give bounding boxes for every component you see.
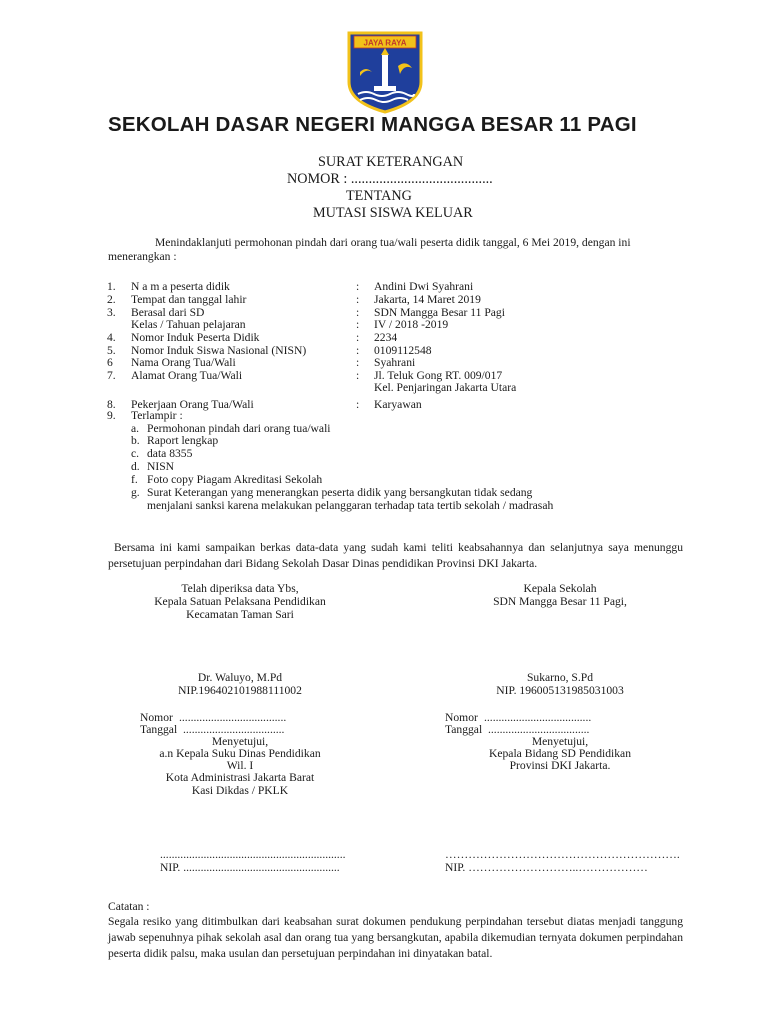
letter-title: SURAT KETERANGAN [318,154,464,170]
jakarta-emblem-logo [346,30,424,114]
letter-subject: MUTASI SISWA KELUAR [313,205,473,221]
field-label: Tempat dan tanggal lahir [131,293,247,306]
field-colon: : [356,369,360,382]
letter-tentang: TENTANG [346,188,412,204]
field-colon: : [356,331,360,344]
right-tanggal-dots: ................................... [488,723,590,736]
field-value: Jakarta, 14 Maret 2019 [374,293,481,306]
left-signer-name: Dr. Waluyo, M.Pd [197,671,283,684]
attachment-letter: d. [131,460,140,473]
left-sign-line-1: Telah diperiksa data Ybs, [181,582,299,595]
notes-text: Segala resiko yang ditimbulkan dari keabsahan surat dokumen pendukung perpindahan tersebut diatas menjadi tanggung jawab sepenuhnya pihak sekolah asal dan orang tua yang bersangkutan, apabila dikemudian ternyata dokumen perpindahan peserta didik palsu, maka usulan dan persetujuan perpindahan ini dinyatakan batal. [108,915,683,960]
right-nomor-label: Nomor [445,711,478,724]
intro-line-2: menerangkan : [108,250,177,263]
field-colon: : [356,318,360,331]
right-sign-line-1: Kepala Sekolah [523,582,597,595]
left-nomor-dots: ..................................... [179,711,287,724]
attachment-text: NISN [147,460,175,473]
attachment-text: Permohonan pindah dari orang tua/wali [147,422,331,435]
field-number: 7. [107,369,116,382]
attachment-text-line-2: menjalani sanksi karena melakukan pelanggaran terhadap tata tertib sekolah / madrasah [147,499,554,512]
left-sign-line-3: Kecamatan Taman Sari [186,608,294,621]
field-value: 0109112548 [374,344,432,357]
left-approve-label: Menyetujui, [211,735,269,748]
left-signature-line: ................................................................ [160,848,346,861]
field-label: Kelas / Tahuan pelajaran [131,318,246,331]
letter-number: NOMOR : ........................................ [287,171,493,187]
attachment-text: data 8355 [147,447,193,460]
right-approver-line-1: Kepala Bidang SD Pendidikan [488,747,631,760]
attachment-text: Raport lengkap [147,434,219,447]
right-approver-line-2: Provinsi DKI Jakarta. [509,759,611,772]
field-number: 5. [107,344,116,357]
school-name: SEKOLAH DASAR NEGERI MANGGA BESAR 11 PAGI [108,113,637,136]
field-value: IV / 2018 -2019 [374,318,449,331]
attachment-text: Foto copy Piagam Akreditasi Sekolah [147,473,323,486]
right-tanggal-label: Tanggal [445,723,483,736]
field-number: 6 [107,356,113,369]
field-label: Nama Orang Tua/Wali [131,356,236,369]
attachment-letter: b. [131,434,140,447]
left-signer-nip: NIP.196402101988111002 [178,684,302,697]
field-value: SDN Mangga Besar 11 Pagi [374,306,505,319]
field-colon: : [356,306,360,319]
field-value: Syahrani [374,356,416,369]
field-value-line-2: Kel. Penjaringan Jakarta Utara [374,381,517,394]
field-value: 2234 [374,331,398,344]
field-number: 2. [107,293,116,306]
field-label: Berasal dari SD [131,306,205,319]
field-number: 3. [107,306,116,319]
intro-line-1: Menindaklanjuti permohonan pindah dari orang tua/wali peserta didik tanggal, 6 Mei 2019, dengan ini [155,236,631,249]
field-colon: : [356,293,360,306]
left-nip-line: NIP. ...................................................... [160,861,340,874]
field-label: Terlampir : [131,409,183,422]
notes-title: Catatan : [108,900,150,913]
right-approve-label: Menyetujui, [531,735,589,748]
field-colon: : [356,344,360,357]
left-approver-line-1: a.n Kepala Suku Dinas Pendidikan [159,747,321,760]
field-value: Jl. Teluk Gong RT. 009/017 [374,369,503,382]
left-approver-line-2: Wil. I [226,759,254,772]
closing-paragraph: Bersama ini kami sampaikan berkas data-data yang sudah kami teliti keabsahannya dan selanjutnya saya menunggu persetujuan perpindahan dari Bidang Sekolah Dasar Dinas pendidikan Provinsi DKI Jakarta. [108,541,683,570]
field-label: Alamat Orang Tua/Wali [131,369,243,382]
logo-banner-text: JAYA RAYA [363,38,407,48]
right-nip-line: NIP. ………………………..……………… [445,861,648,874]
attachment-letter: c. [131,447,140,460]
left-sign-line-2: Kepala Satuan Pelaksana Pendidikan [154,595,326,608]
field-colon: : [356,398,360,411]
right-nomor-dots: ..................................... [484,711,592,724]
left-tanggal-dots: ................................... [183,723,285,736]
field-number: 8. [107,398,116,411]
right-signature-line: ……………………………………………………. [445,848,680,861]
field-colon: : [356,280,360,293]
right-signer-nip: NIP. 196005131985031003 [496,684,624,697]
field-label: Nomor Induk Peserta Didik [131,331,260,344]
field-number: 1. [107,280,116,293]
field-colon: : [356,356,360,369]
left-tanggal-label: Tanggal [140,723,178,736]
field-label: Nomor Induk Siswa Nasional (NISN) [131,344,307,357]
left-approver-line-3: Kota Administrasi Jakarta Barat [165,771,315,784]
right-sign-line-2: SDN Mangga Besar 11 Pagi, [493,595,627,608]
field-label: Pekerjaan Orang Tua/Wali [131,398,254,411]
field-value: Andini Dwi Syahrani [374,280,474,293]
right-signer-name: Sukarno, S.Pd [526,671,594,684]
attachment-letter: f. [131,473,138,486]
field-number: 9. [107,409,116,422]
attachment-text: Surat Keterangan yang menerangkan peserta didik yang bersangkutan tidak sedang [147,486,533,499]
attachment-letter: a. [131,422,140,435]
field-number: 4. [107,331,116,344]
attachment-letter: g. [131,486,140,499]
left-approver-line-4: Kasi Dikdas / PKLK [191,784,289,797]
left-nomor-label: Nomor [140,711,173,724]
field-label: N a m a peserta didik [131,280,230,293]
field-value: Karyawan [374,398,422,411]
